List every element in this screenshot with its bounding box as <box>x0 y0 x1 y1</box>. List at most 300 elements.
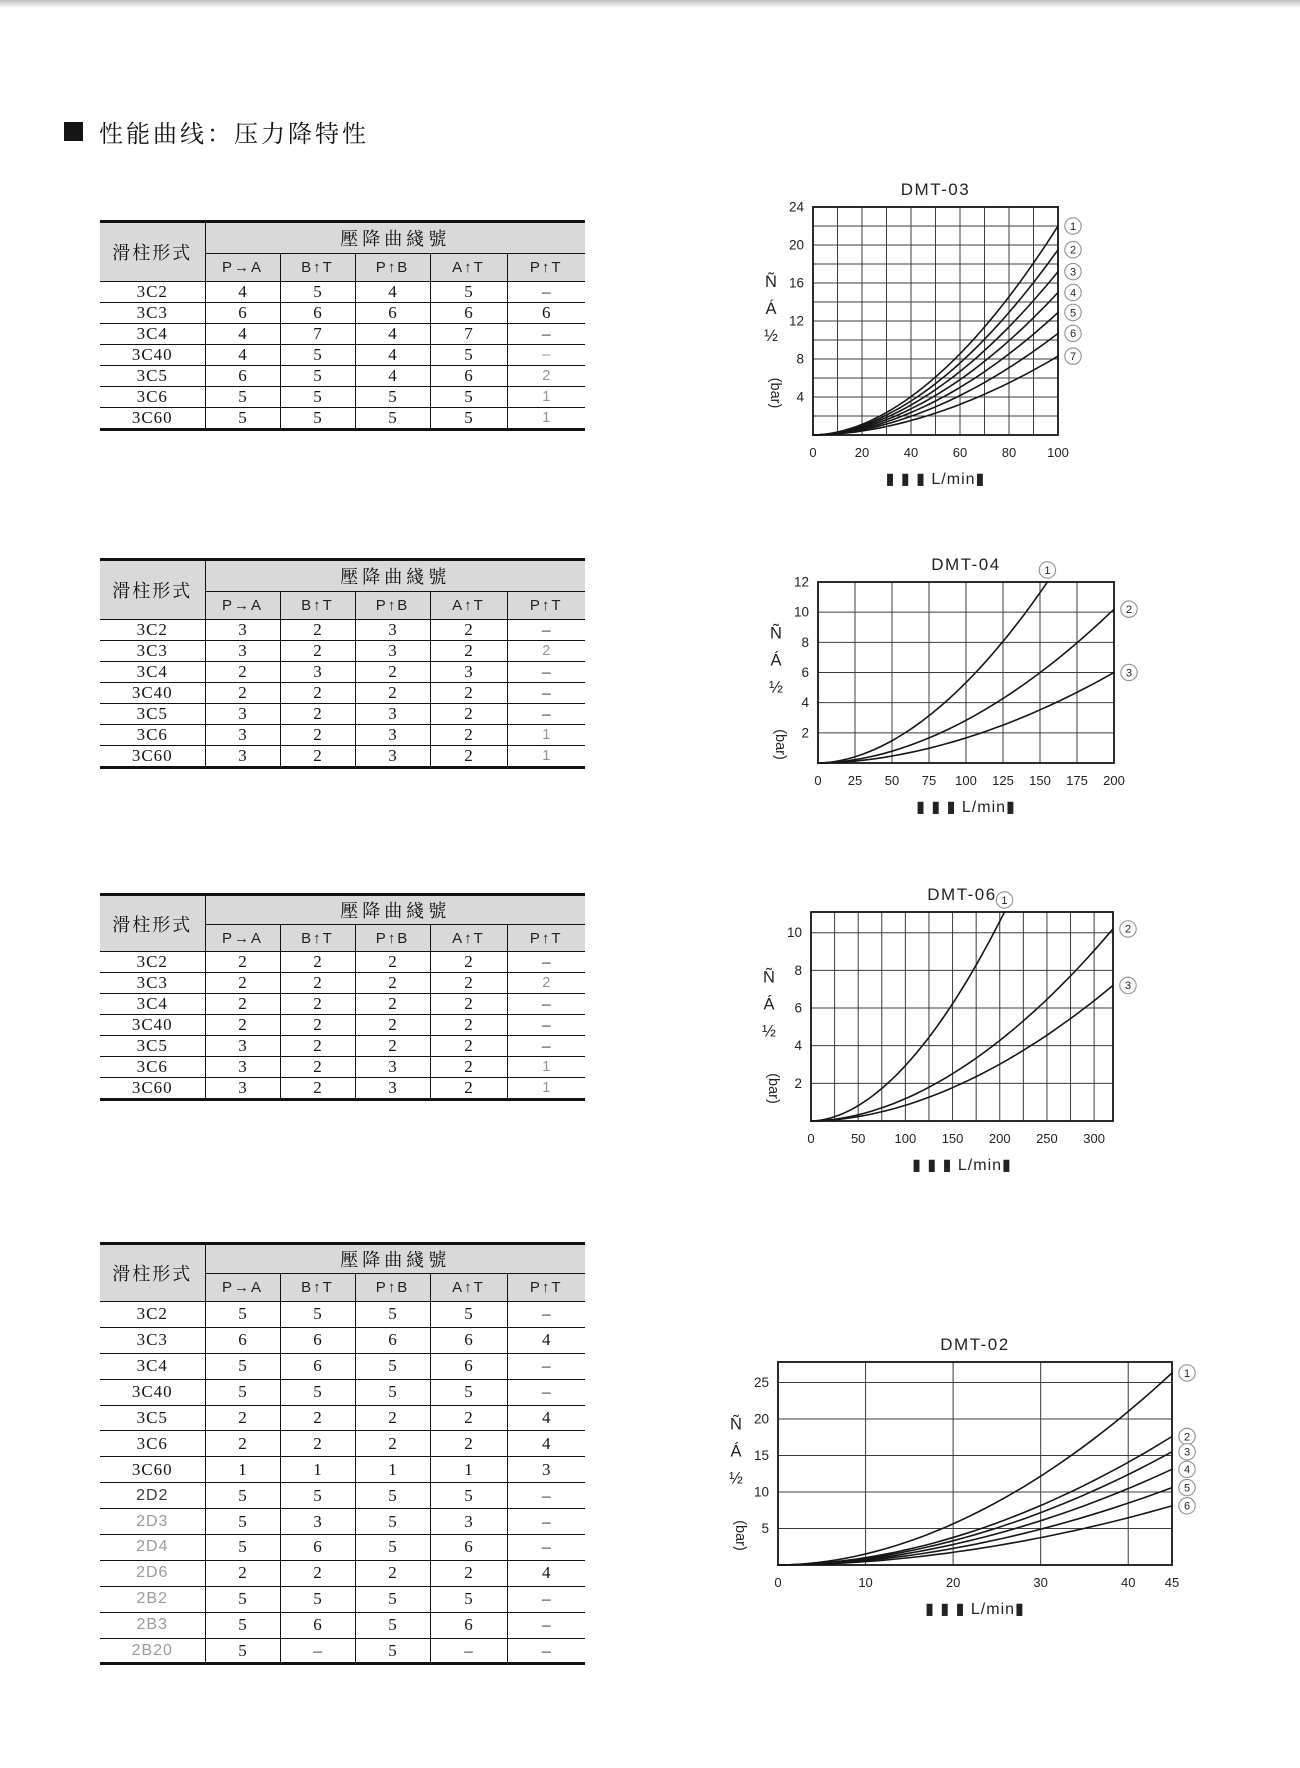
curve-number-cell: 2 <box>280 952 355 973</box>
curve-number-cell: – <box>507 1036 585 1057</box>
curve-number-cell: 5 <box>355 408 430 430</box>
pressure-drop-table-dmt06 <box>100 893 585 1101</box>
curve-number-cell: 4 <box>355 345 430 366</box>
spool-type-cell: 3C4 <box>100 1353 205 1379</box>
curve-number-cell: 5 <box>355 1379 430 1405</box>
curve-number-cell: 3 <box>355 1078 430 1100</box>
spool-type-cell: 2B2 <box>100 1586 205 1612</box>
svg-text:250: 250 <box>1036 1131 1058 1146</box>
curve-number-cell: – <box>507 704 585 725</box>
table-row <box>100 1560 585 1586</box>
spool-type-cell: 3C40 <box>100 1379 205 1405</box>
spool-type-cell: 3C4 <box>100 662 205 683</box>
pressure-drop-table-dmt03 <box>100 220 585 431</box>
curve-number-cell: 3 <box>355 704 430 725</box>
svg-text:60: 60 <box>952 445 968 460</box>
curve-number-cell: 5 <box>205 1638 280 1664</box>
spool-type-cell: 3C5 <box>100 704 205 725</box>
spool-type-cell: 3C4 <box>100 994 205 1015</box>
curve-number-cell: 1 <box>507 408 585 430</box>
curve-number-cell: 5 <box>280 366 355 387</box>
spool-column-header: 滑柱形式 <box>100 895 205 952</box>
curve-number-cell: 4 <box>205 345 280 366</box>
table-row <box>100 952 585 973</box>
spool-type-cell: 3C60 <box>100 1078 205 1100</box>
flow-path-column-header: A↑T <box>430 254 507 282</box>
curve-number-cell: 2 <box>507 366 585 387</box>
svg-text:25: 25 <box>753 1374 769 1390</box>
curve-number-cell: 4 <box>205 282 280 303</box>
svg-text:Á: Á <box>763 995 775 1014</box>
curve-number-cell: 2 <box>355 683 430 704</box>
spool-type-cell: 3C5 <box>100 1036 205 1057</box>
curve-number-cell: 2 <box>355 662 430 683</box>
curve-number-cell: 3 <box>507 1457 585 1483</box>
chart-dmt-03 <box>718 172 1103 512</box>
curve-number-group-header: 壓降曲綫號 <box>205 560 585 592</box>
curve-number-cell: 5 <box>280 408 355 430</box>
svg-text:50: 50 <box>850 1131 866 1146</box>
svg-text:0: 0 <box>809 445 817 460</box>
curve-number-cell: – <box>507 1535 585 1561</box>
spool-type-cell: 3C4 <box>100 324 205 345</box>
curve-number-cell: 3 <box>355 620 430 641</box>
curve-number-cell: 2 <box>205 1560 280 1586</box>
svg-text:½: ½ <box>762 1022 776 1041</box>
svg-text:1: 1 <box>1069 220 1077 233</box>
curve-number-cell: 2 <box>507 973 585 994</box>
curve-number-cell: 1 <box>507 1078 585 1100</box>
curve-number-cell: 1 <box>507 387 585 408</box>
curve-number-cell: – <box>507 1509 585 1535</box>
curve-number-cell: 2 <box>280 641 355 662</box>
curve-number-cell: 2 <box>430 1036 507 1057</box>
curve-number-cell: – <box>507 620 585 641</box>
chart-title: DMT-02 <box>940 1335 1010 1354</box>
spool-type-cell: 3C60 <box>100 1457 205 1483</box>
svg-text:125: 125 <box>992 773 1014 788</box>
curve-number-cell: 3 <box>430 662 507 683</box>
curve-number-cell: – <box>507 1612 585 1638</box>
flow-path-column-header: B↑T <box>280 254 355 282</box>
curve-number-cell: 2 <box>205 1431 280 1457</box>
table-row <box>100 324 585 345</box>
curve-number-cell: 5 <box>280 1586 355 1612</box>
x-axis-label: ▮ ▮ ▮ L/min▮ <box>916 799 1016 816</box>
chart-dmt-06 <box>716 877 1158 1197</box>
svg-text:½: ½ <box>764 327 778 345</box>
chart-title: DMT-04 <box>931 555 1001 574</box>
curve-number-cell: 5 <box>205 1379 280 1405</box>
pressure-drop-table-dmt04 <box>100 558 585 769</box>
svg-text:10: 10 <box>858 1575 873 1590</box>
curve-number-cell: 2 <box>205 952 280 973</box>
curve-number-cell: 2 <box>355 1036 430 1057</box>
table-row <box>100 1078 585 1100</box>
curve-number-cell: – <box>507 1015 585 1036</box>
curve-number-cell: 2 <box>430 1405 507 1431</box>
axis-tick-labels <box>789 200 1069 461</box>
table-row <box>100 1379 585 1405</box>
curve-number-cell: 5 <box>205 1483 280 1509</box>
flow-path-column-header: P↑B <box>355 254 430 282</box>
curve-number-cell: 6 <box>430 1353 507 1379</box>
curve-number-cell: 5 <box>205 1353 280 1379</box>
svg-text:10: 10 <box>793 604 809 620</box>
pressure-drop-table-dmt02 <box>100 1242 585 1665</box>
pressure-drop-table <box>100 893 585 1101</box>
flow-path-column-header: P↑T <box>507 1274 585 1302</box>
curve-number-cell: 1 <box>205 1457 280 1483</box>
pressure-drop-table <box>100 1242 585 1665</box>
curve-number-cell: 6 <box>205 366 280 387</box>
spool-type-cell: 2D6 <box>100 1560 205 1586</box>
svg-text:(bar): (bar) <box>767 377 783 409</box>
curve-number-cell: 5 <box>205 1535 280 1561</box>
svg-text:12: 12 <box>793 574 809 590</box>
table-row <box>100 1405 585 1431</box>
curve-number-cell: 5 <box>280 387 355 408</box>
svg-text:Ñ: Ñ <box>770 624 782 643</box>
chart-title: DMT-06 <box>927 885 997 904</box>
flow-path-column-header: B↑T <box>280 925 355 952</box>
svg-text:2: 2 <box>801 725 809 741</box>
x-axis-label: ▮ ▮ ▮ L/min▮ <box>885 471 986 488</box>
svg-text:6: 6 <box>794 1000 802 1016</box>
curve-number-cell: 5 <box>355 387 430 408</box>
svg-text:(bar): (bar) <box>772 729 788 760</box>
svg-text:2: 2 <box>1183 1431 1191 1444</box>
table-row <box>100 620 585 641</box>
svg-text:1: 1 <box>1183 1367 1191 1380</box>
svg-text:4: 4 <box>1183 1464 1191 1477</box>
curve-number-cell: – <box>507 1483 585 1509</box>
pressure-drop-table <box>100 220 585 431</box>
curve-number-cell: 4 <box>355 366 430 387</box>
svg-text:100: 100 <box>1047 445 1069 460</box>
curve-number-cell: 2 <box>430 1431 507 1457</box>
table-row <box>100 1638 585 1664</box>
svg-text:20: 20 <box>854 445 870 460</box>
chart-dmt-02 <box>683 1327 1217 1641</box>
svg-text:45: 45 <box>1164 1575 1180 1590</box>
curve-number-cell: 3 <box>205 620 280 641</box>
spool-type-cell: 3C2 <box>100 620 205 641</box>
curve-number-cell: 1 <box>507 746 585 768</box>
spool-type-cell: 3C2 <box>100 1302 205 1328</box>
chart-svg <box>683 1327 1217 1641</box>
svg-text:0: 0 <box>814 773 822 788</box>
curve-number-group-header: 壓降曲綫號 <box>205 895 585 925</box>
curve-number-cell: 2 <box>280 1036 355 1057</box>
x-axis-label: ▮ ▮ ▮ L/min▮ <box>912 1157 1012 1174</box>
curve-number-cell: 5 <box>355 1509 430 1535</box>
curve-number-cell: 2 <box>205 994 280 1015</box>
chart-dmt-04 <box>723 547 1159 839</box>
table-row <box>100 746 585 768</box>
curve-number-cell: – <box>507 282 585 303</box>
spool-type-cell: 3C3 <box>100 973 205 994</box>
spool-type-cell: 3C3 <box>100 641 205 662</box>
svg-text:(bar): (bar) <box>732 1520 748 1551</box>
spool-type-cell: 2B3 <box>100 1612 205 1638</box>
flow-path-column-header: P↑B <box>355 1274 430 1302</box>
svg-text:2: 2 <box>1124 923 1132 936</box>
svg-text:Á: Á <box>730 1442 742 1461</box>
curve-number-cell: 6 <box>280 1612 355 1638</box>
svg-text:8: 8 <box>794 962 802 978</box>
svg-text:100: 100 <box>894 1131 917 1146</box>
svg-text:3: 3 <box>1069 266 1077 279</box>
y-axis-label <box>729 1414 748 1551</box>
spool-type-cell: 3C40 <box>100 345 205 366</box>
curve-number-cell: 2 <box>205 683 280 704</box>
spool-type-cell: 3C3 <box>100 1327 205 1353</box>
curve-number-cell: 2 <box>430 1057 507 1078</box>
chart-svg <box>718 172 1103 512</box>
curve-number-cell: 2 <box>280 1015 355 1036</box>
curve-number-cell: 1 <box>507 725 585 746</box>
svg-text:5: 5 <box>761 1520 769 1536</box>
curve-number-cell: 7 <box>430 324 507 345</box>
pressure-drop-table <box>100 558 585 769</box>
curve-number-legend <box>1065 218 1081 365</box>
curve-number-cell: 6 <box>507 303 585 324</box>
svg-text:24: 24 <box>788 199 804 215</box>
curve-number-cell: 2 <box>355 1015 430 1036</box>
curve-number-cell: 5 <box>355 1638 430 1664</box>
scan-top-shadow <box>0 0 1300 8</box>
y-axis-label <box>764 271 783 408</box>
svg-text:4: 4 <box>794 1038 802 1054</box>
table-row <box>100 662 585 683</box>
section-bullet-icon <box>64 122 83 141</box>
spool-type-cell: 3C5 <box>100 1405 205 1431</box>
curve-number-cell: 5 <box>280 1483 355 1509</box>
plot-border <box>811 912 1113 1121</box>
curve-number-cell: 4 <box>355 282 430 303</box>
curve-number-cell: 3 <box>205 704 280 725</box>
spool-type-cell: 3C60 <box>100 408 205 430</box>
svg-text:10: 10 <box>753 1484 769 1500</box>
svg-text:20: 20 <box>753 1411 769 1427</box>
curve-number-cell: 2 <box>205 662 280 683</box>
curve-number-cell: 6 <box>205 303 280 324</box>
svg-text:10: 10 <box>786 925 802 941</box>
table-row <box>100 704 585 725</box>
curve-number-cell: 2 <box>280 1405 355 1431</box>
curve-number-cell: 2 <box>430 1078 507 1100</box>
curve-number-cell: 3 <box>205 1057 280 1078</box>
y-axis-label <box>762 967 781 1104</box>
curve-number-cell: 2 <box>280 725 355 746</box>
table-row <box>100 387 585 408</box>
table-row <box>100 1057 585 1078</box>
table-row <box>100 1612 585 1638</box>
curve-number-cell: 5 <box>205 408 280 430</box>
curve-number-cell: 1 <box>507 1057 585 1078</box>
curve-number-cell: 5 <box>355 1612 430 1638</box>
flow-path-column-header: P→A <box>205 925 280 952</box>
curve-number-cell: 3 <box>280 662 355 683</box>
curve-number-cell: 4 <box>355 324 430 345</box>
curve-number-cell: 5 <box>430 408 507 430</box>
curve-number-cell: 4 <box>507 1560 585 1586</box>
section-title <box>64 114 369 149</box>
svg-text:80: 80 <box>1001 445 1017 460</box>
curve-number-cell: 2 <box>430 641 507 662</box>
curve-number-cell: 4 <box>205 324 280 345</box>
curve-number-cell: 2 <box>280 1560 355 1586</box>
curve-number-cell: 6 <box>205 1327 280 1353</box>
curve-number-cell: 5 <box>430 387 507 408</box>
curve-number-cell: 4 <box>507 1327 585 1353</box>
svg-text:75: 75 <box>921 773 937 788</box>
table-row <box>100 1509 585 1535</box>
svg-text:3: 3 <box>1124 980 1132 993</box>
curve-number-cell: 1 <box>430 1457 507 1483</box>
svg-text:200: 200 <box>1103 773 1125 788</box>
curve-number-cell: 2 <box>430 1015 507 1036</box>
curve-number-cell: 5 <box>355 1302 430 1328</box>
svg-text:15: 15 <box>753 1447 769 1463</box>
curve-number-cell: 5 <box>430 1302 507 1328</box>
curve-number-cell: 5 <box>355 1483 430 1509</box>
curve-number-cell: 6 <box>280 1353 355 1379</box>
curve-number-cell: 3 <box>205 1036 280 1057</box>
y-axis-label <box>769 623 788 760</box>
curve-number-cell: 6 <box>355 1327 430 1353</box>
spool-column-header: 滑柱形式 <box>100 1244 205 1302</box>
curve-number-cell: 6 <box>280 303 355 324</box>
flow-path-column-header: B↑T <box>280 592 355 620</box>
curve-number-cell: – <box>280 1638 355 1664</box>
curve-number-cell: 4 <box>507 1431 585 1457</box>
curve-number-cell: 5 <box>430 1586 507 1612</box>
curve-number-cell: – <box>507 1353 585 1379</box>
section-title-text: 性能曲线：压力降特性 <box>99 122 369 148</box>
curve-number-cell: 2 <box>430 973 507 994</box>
svg-text:3: 3 <box>1125 667 1133 680</box>
svg-text:1: 1 <box>1001 894 1008 907</box>
svg-text:3: 3 <box>1183 1446 1191 1459</box>
curve-number-cell: 2 <box>280 973 355 994</box>
table-row <box>100 366 585 387</box>
curve-number-cell: 5 <box>205 1586 280 1612</box>
svg-text:40: 40 <box>903 445 919 460</box>
flow-path-column-header: P↑B <box>355 925 430 952</box>
curve-number-cell: 3 <box>205 1078 280 1100</box>
curve-number-cell: 2 <box>430 620 507 641</box>
curve-number-cell: 5 <box>355 1586 430 1612</box>
svg-text:Ñ: Ñ <box>763 968 775 987</box>
table-row <box>100 1036 585 1057</box>
table-row <box>100 345 585 366</box>
curve-number-cell: – <box>507 1586 585 1612</box>
curve-number-cell: 6 <box>355 303 430 324</box>
table-row <box>100 1431 585 1457</box>
spool-type-cell: 2D4 <box>100 1535 205 1561</box>
curve-number-cell: 2 <box>430 994 507 1015</box>
table-row <box>100 994 585 1015</box>
flow-path-column-header: P↑B <box>355 592 430 620</box>
curve-number-cell: 3 <box>205 746 280 768</box>
spool-type-cell: 3C6 <box>100 387 205 408</box>
pressure-drop-curves <box>778 1373 1172 1565</box>
svg-text:12: 12 <box>788 313 804 329</box>
curve-number-cell: 1 <box>355 1457 430 1483</box>
curve-number-cell: 3 <box>355 746 430 768</box>
spool-type-cell: 3C40 <box>100 683 205 704</box>
curve-number-cell: 5 <box>205 1509 280 1535</box>
curve-number-cell: 2 <box>355 1431 430 1457</box>
svg-text:175: 175 <box>1066 773 1088 788</box>
curve-number-cell: 2 <box>205 1405 280 1431</box>
table-row <box>100 725 585 746</box>
curve-number-cell: 2 <box>205 973 280 994</box>
flow-path-column-header: P↑T <box>507 592 585 620</box>
curve-number-cell: 2 <box>355 1405 430 1431</box>
curve-number-cell: 2 <box>430 704 507 725</box>
curve-number-cell: 5 <box>430 1483 507 1509</box>
curve-number-cell: 2 <box>430 725 507 746</box>
table-row <box>100 1015 585 1036</box>
svg-text:Á: Á <box>765 300 777 318</box>
curve-number-cell: 5 <box>205 387 280 408</box>
svg-text:16: 16 <box>788 275 804 291</box>
svg-text:40: 40 <box>1120 1575 1136 1590</box>
flow-path-column-header: A↑T <box>430 1274 507 1302</box>
curve-number-cell: 3 <box>205 641 280 662</box>
curve-number-cell: 6 <box>430 366 507 387</box>
curve-number-cell: – <box>507 1638 585 1664</box>
curve-number-cell: 2 <box>280 1431 355 1457</box>
spool-column-header: 滑柱形式 <box>100 222 205 282</box>
svg-text:6: 6 <box>1183 1500 1191 1513</box>
curve-number-group-header: 壓降曲綫號 <box>205 1244 585 1274</box>
flow-path-column-header: P→A <box>205 592 280 620</box>
curve-number-cell: 2 <box>430 1560 507 1586</box>
curve-number-cell: – <box>507 1302 585 1328</box>
table-row <box>100 303 585 324</box>
svg-text:7: 7 <box>1069 350 1077 363</box>
curve-number-cell: 2 <box>355 952 430 973</box>
flow-path-column-header: A↑T <box>430 592 507 620</box>
spool-type-cell: 3C60 <box>100 746 205 768</box>
spool-type-cell: 3C3 <box>100 303 205 324</box>
svg-text:4: 4 <box>801 695 809 711</box>
spool-type-cell: 3C6 <box>100 1431 205 1457</box>
chart-svg <box>723 547 1159 839</box>
curve-number-cell: 3 <box>430 1509 507 1535</box>
svg-text:25: 25 <box>847 773 863 788</box>
curve-number-cell: – <box>507 662 585 683</box>
flow-path-column-header: P↑T <box>507 925 585 952</box>
svg-text:4: 4 <box>1069 287 1077 300</box>
svg-text:2: 2 <box>1125 603 1133 616</box>
svg-text:5: 5 <box>1069 307 1077 320</box>
curve-number-cell: 2 <box>280 683 355 704</box>
chart-svg <box>716 877 1158 1197</box>
svg-text:1: 1 <box>1044 564 1051 577</box>
curve-number-cell: 2 <box>280 1078 355 1100</box>
table-row <box>100 1457 585 1483</box>
svg-text:20: 20 <box>945 1575 961 1590</box>
spool-type-cell: 3C2 <box>100 952 205 973</box>
svg-text:300: 300 <box>1083 1131 1105 1146</box>
spool-type-cell: 3C6 <box>100 1057 205 1078</box>
spool-type-cell: 2D3 <box>100 1509 205 1535</box>
